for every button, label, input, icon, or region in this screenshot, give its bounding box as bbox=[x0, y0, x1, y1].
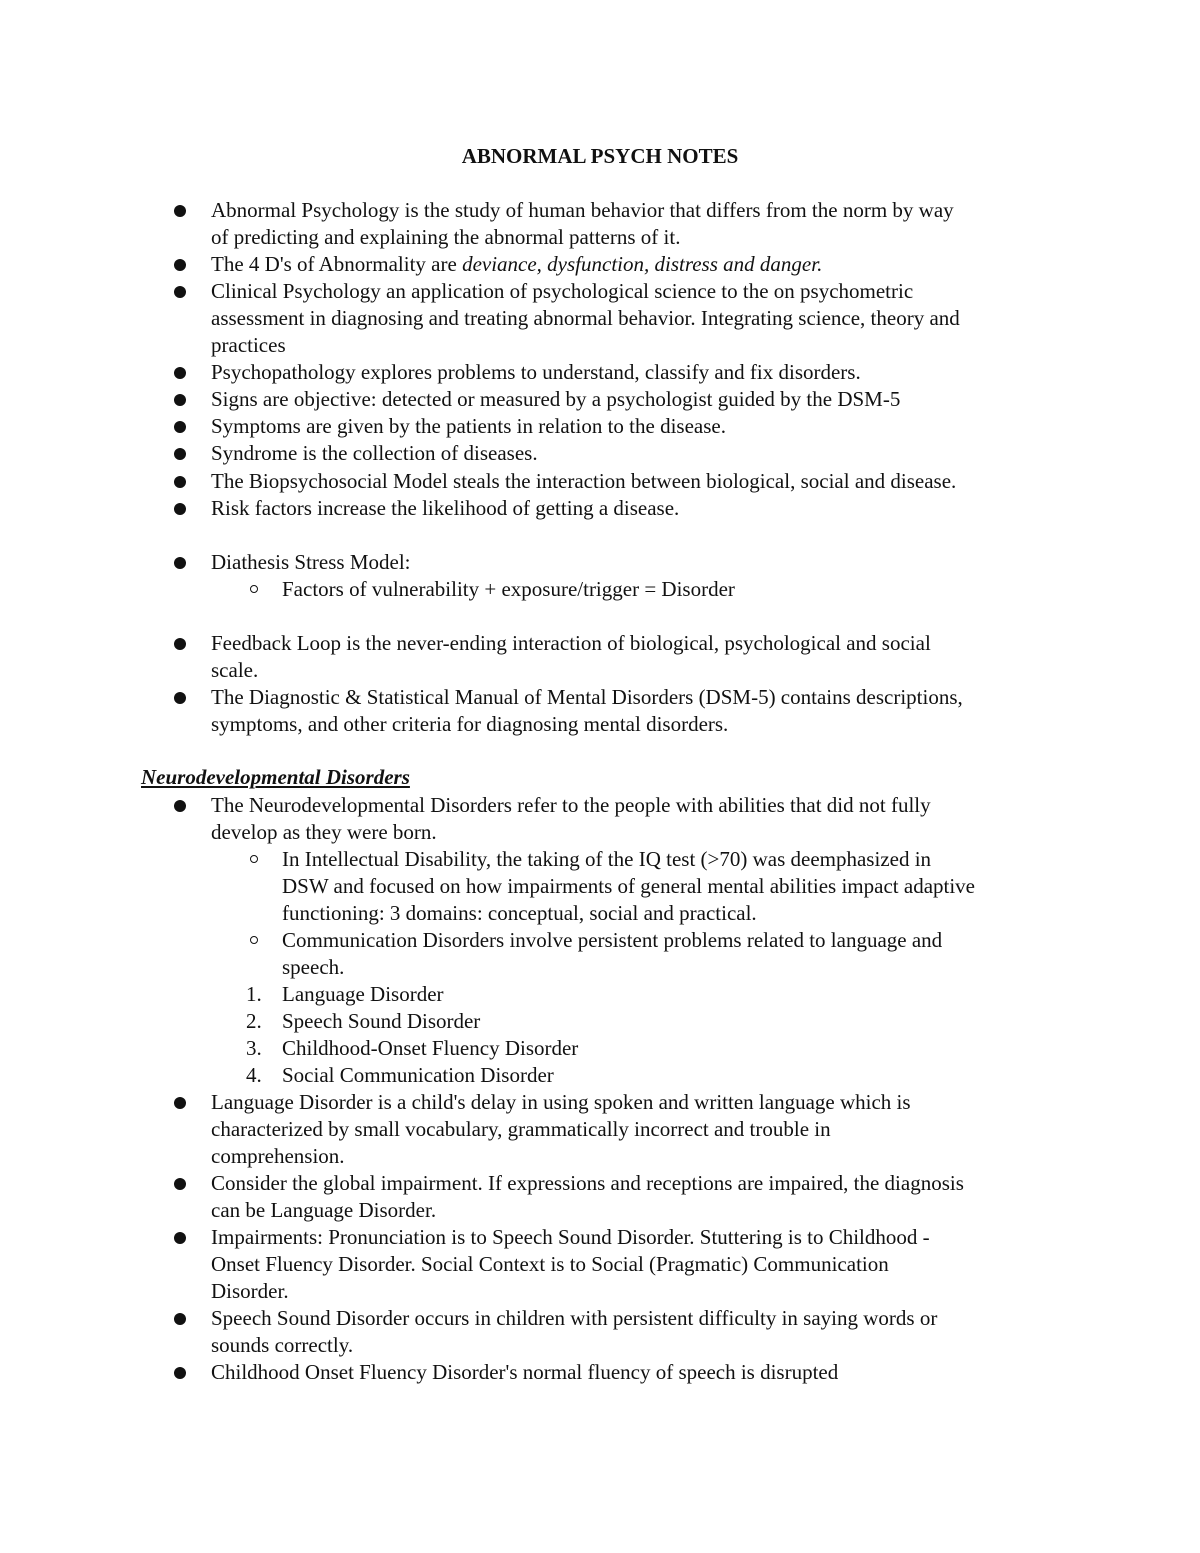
hollow-bullet-icon bbox=[250, 585, 258, 593]
four-ds-intro: The 4 D's of Abnormality are bbox=[211, 252, 463, 276]
list-number: 2. bbox=[246, 1009, 262, 1033]
numbered-item: Childhood-Onset Fluency Disorder bbox=[282, 1036, 579, 1060]
list-number: 1. bbox=[246, 982, 262, 1006]
hollow-bullet-icon bbox=[250, 855, 258, 863]
list-item-continuation: comprehension. bbox=[211, 1144, 345, 1168]
sub-list-item-continuation: functioning: 3 domains: conceptual, social and practical. bbox=[282, 901, 757, 925]
list-item-continuation: assessment in diagnosing and treating abnormal behavior. Integrating science, theory and bbox=[211, 306, 960, 330]
list-number: 3. bbox=[246, 1036, 262, 1060]
list-item: The Biopsychosocial Model steals the interaction between biological, social and disease. bbox=[211, 469, 957, 493]
bullet-icon bbox=[174, 476, 186, 488]
bullet-icon bbox=[174, 692, 186, 704]
sub-list-item: In Intellectual Disability, the taking of the IQ test (>70) was deemphasized in bbox=[282, 847, 932, 871]
list-item: Feedback Loop is the never-ending interaction of biological, psychological and social bbox=[211, 631, 931, 655]
bullet-icon bbox=[174, 205, 186, 217]
list-item: Consider the global impairment. If expressions and receptions are impaired, the diagnosis bbox=[211, 1171, 964, 1195]
list-item: The Neurodevelopmental Disorders refer to the people with abilities that did not fully bbox=[211, 793, 931, 817]
sub-list-item-continuation: DSW and focused on how impairments of general mental abilities impact adaptive bbox=[282, 874, 975, 898]
list-item: Abnormal Psychology is the study of human behavior that differs from the norm by way bbox=[211, 198, 954, 222]
list-item-continuation: sounds correctly. bbox=[211, 1333, 354, 1357]
bullet-icon bbox=[174, 421, 186, 433]
list-item-continuation: scale. bbox=[211, 658, 259, 682]
list-item: Risk factors increase the likelihood of getting a disease. bbox=[211, 496, 680, 520]
bullet-icon bbox=[174, 1367, 186, 1379]
numbered-item: Language Disorder bbox=[282, 982, 444, 1006]
list-item: Childhood Onset Fluency Disorder's normal fluency of speech is disrupted bbox=[211, 1360, 839, 1384]
bullet-icon bbox=[174, 1097, 186, 1109]
bullet-icon bbox=[174, 503, 186, 515]
list-item: Language Disorder is a child's delay in using spoken and written language which is bbox=[211, 1090, 911, 1114]
section-heading: Neurodevelopmental Disorders bbox=[141, 765, 410, 789]
list-item-continuation: of predicting and explaining the abnormal patterns of it. bbox=[211, 225, 681, 249]
bullet-icon bbox=[174, 638, 186, 650]
bullet-icon bbox=[174, 800, 186, 812]
four-ds-list: deviance, dysfunction, distress and danger. bbox=[462, 252, 823, 276]
list-item: Signs are objective: detected or measured by a psychologist guided by the DSM-5 bbox=[211, 387, 901, 411]
hollow-bullet-icon bbox=[250, 936, 258, 944]
sub-list-item: Factors of vulnerability + exposure/trigger = Disorder bbox=[282, 577, 735, 601]
sub-list-item-continuation: speech. bbox=[282, 955, 345, 979]
list-item: Syndrome is the collection of diseases. bbox=[211, 441, 538, 465]
list-item bbox=[211, 251, 822, 278]
list-item-continuation: Onset Fluency Disorder. Social Context is to Social (Pragmatic) Communication bbox=[211, 1252, 889, 1276]
bullet-icon bbox=[174, 1178, 186, 1190]
list-item-continuation: practices bbox=[211, 333, 286, 357]
sub-list-item: Communication Disorders involve persistent problems related to language and bbox=[282, 928, 943, 952]
list-item-continuation: develop as they were born. bbox=[211, 820, 437, 844]
bullet-icon bbox=[174, 448, 186, 460]
list-item-continuation: Disorder. bbox=[211, 1279, 289, 1303]
list-item-continuation: symptoms, and other criteria for diagnosing mental disorders. bbox=[211, 712, 729, 736]
numbered-item: Speech Sound Disorder bbox=[282, 1009, 481, 1033]
list-item-continuation: characterized by small vocabulary, grammatically incorrect and trouble in bbox=[211, 1117, 831, 1141]
bullet-icon bbox=[174, 1313, 186, 1325]
list-item: Clinical Psychology an application of psychological science to the on psychometric bbox=[211, 279, 914, 303]
list-item-continuation: can be Language Disorder. bbox=[211, 1198, 437, 1222]
list-number: 4. bbox=[246, 1063, 262, 1087]
bullet-icon bbox=[174, 557, 186, 569]
list-item: Speech Sound Disorder occurs in children with persistent difficulty in saying words or bbox=[211, 1306, 938, 1330]
bullet-icon bbox=[174, 286, 186, 298]
bullet-icon bbox=[174, 367, 186, 379]
list-item: Psychopathology explores problems to understand, classify and fix disorders. bbox=[211, 360, 861, 384]
bullet-icon bbox=[174, 394, 186, 406]
list-item: Impairments: Pronunciation is to Speech Sound Disorder. Stuttering is to Childhood - bbox=[211, 1225, 930, 1249]
page-title: ABNORMAL PSYCH NOTES bbox=[461, 144, 739, 168]
numbered-item: Social Communication Disorder bbox=[282, 1063, 554, 1087]
list-item: Symptoms are given by the patients in relation to the disease. bbox=[211, 414, 726, 438]
list-item: The Diagnostic & Statistical Manual of Mental Disorders (DSM-5) contains descriptions, bbox=[211, 685, 963, 709]
list-item: Diathesis Stress Model: bbox=[211, 550, 411, 574]
bullet-icon bbox=[174, 1232, 186, 1244]
bullet-icon bbox=[174, 259, 186, 271]
